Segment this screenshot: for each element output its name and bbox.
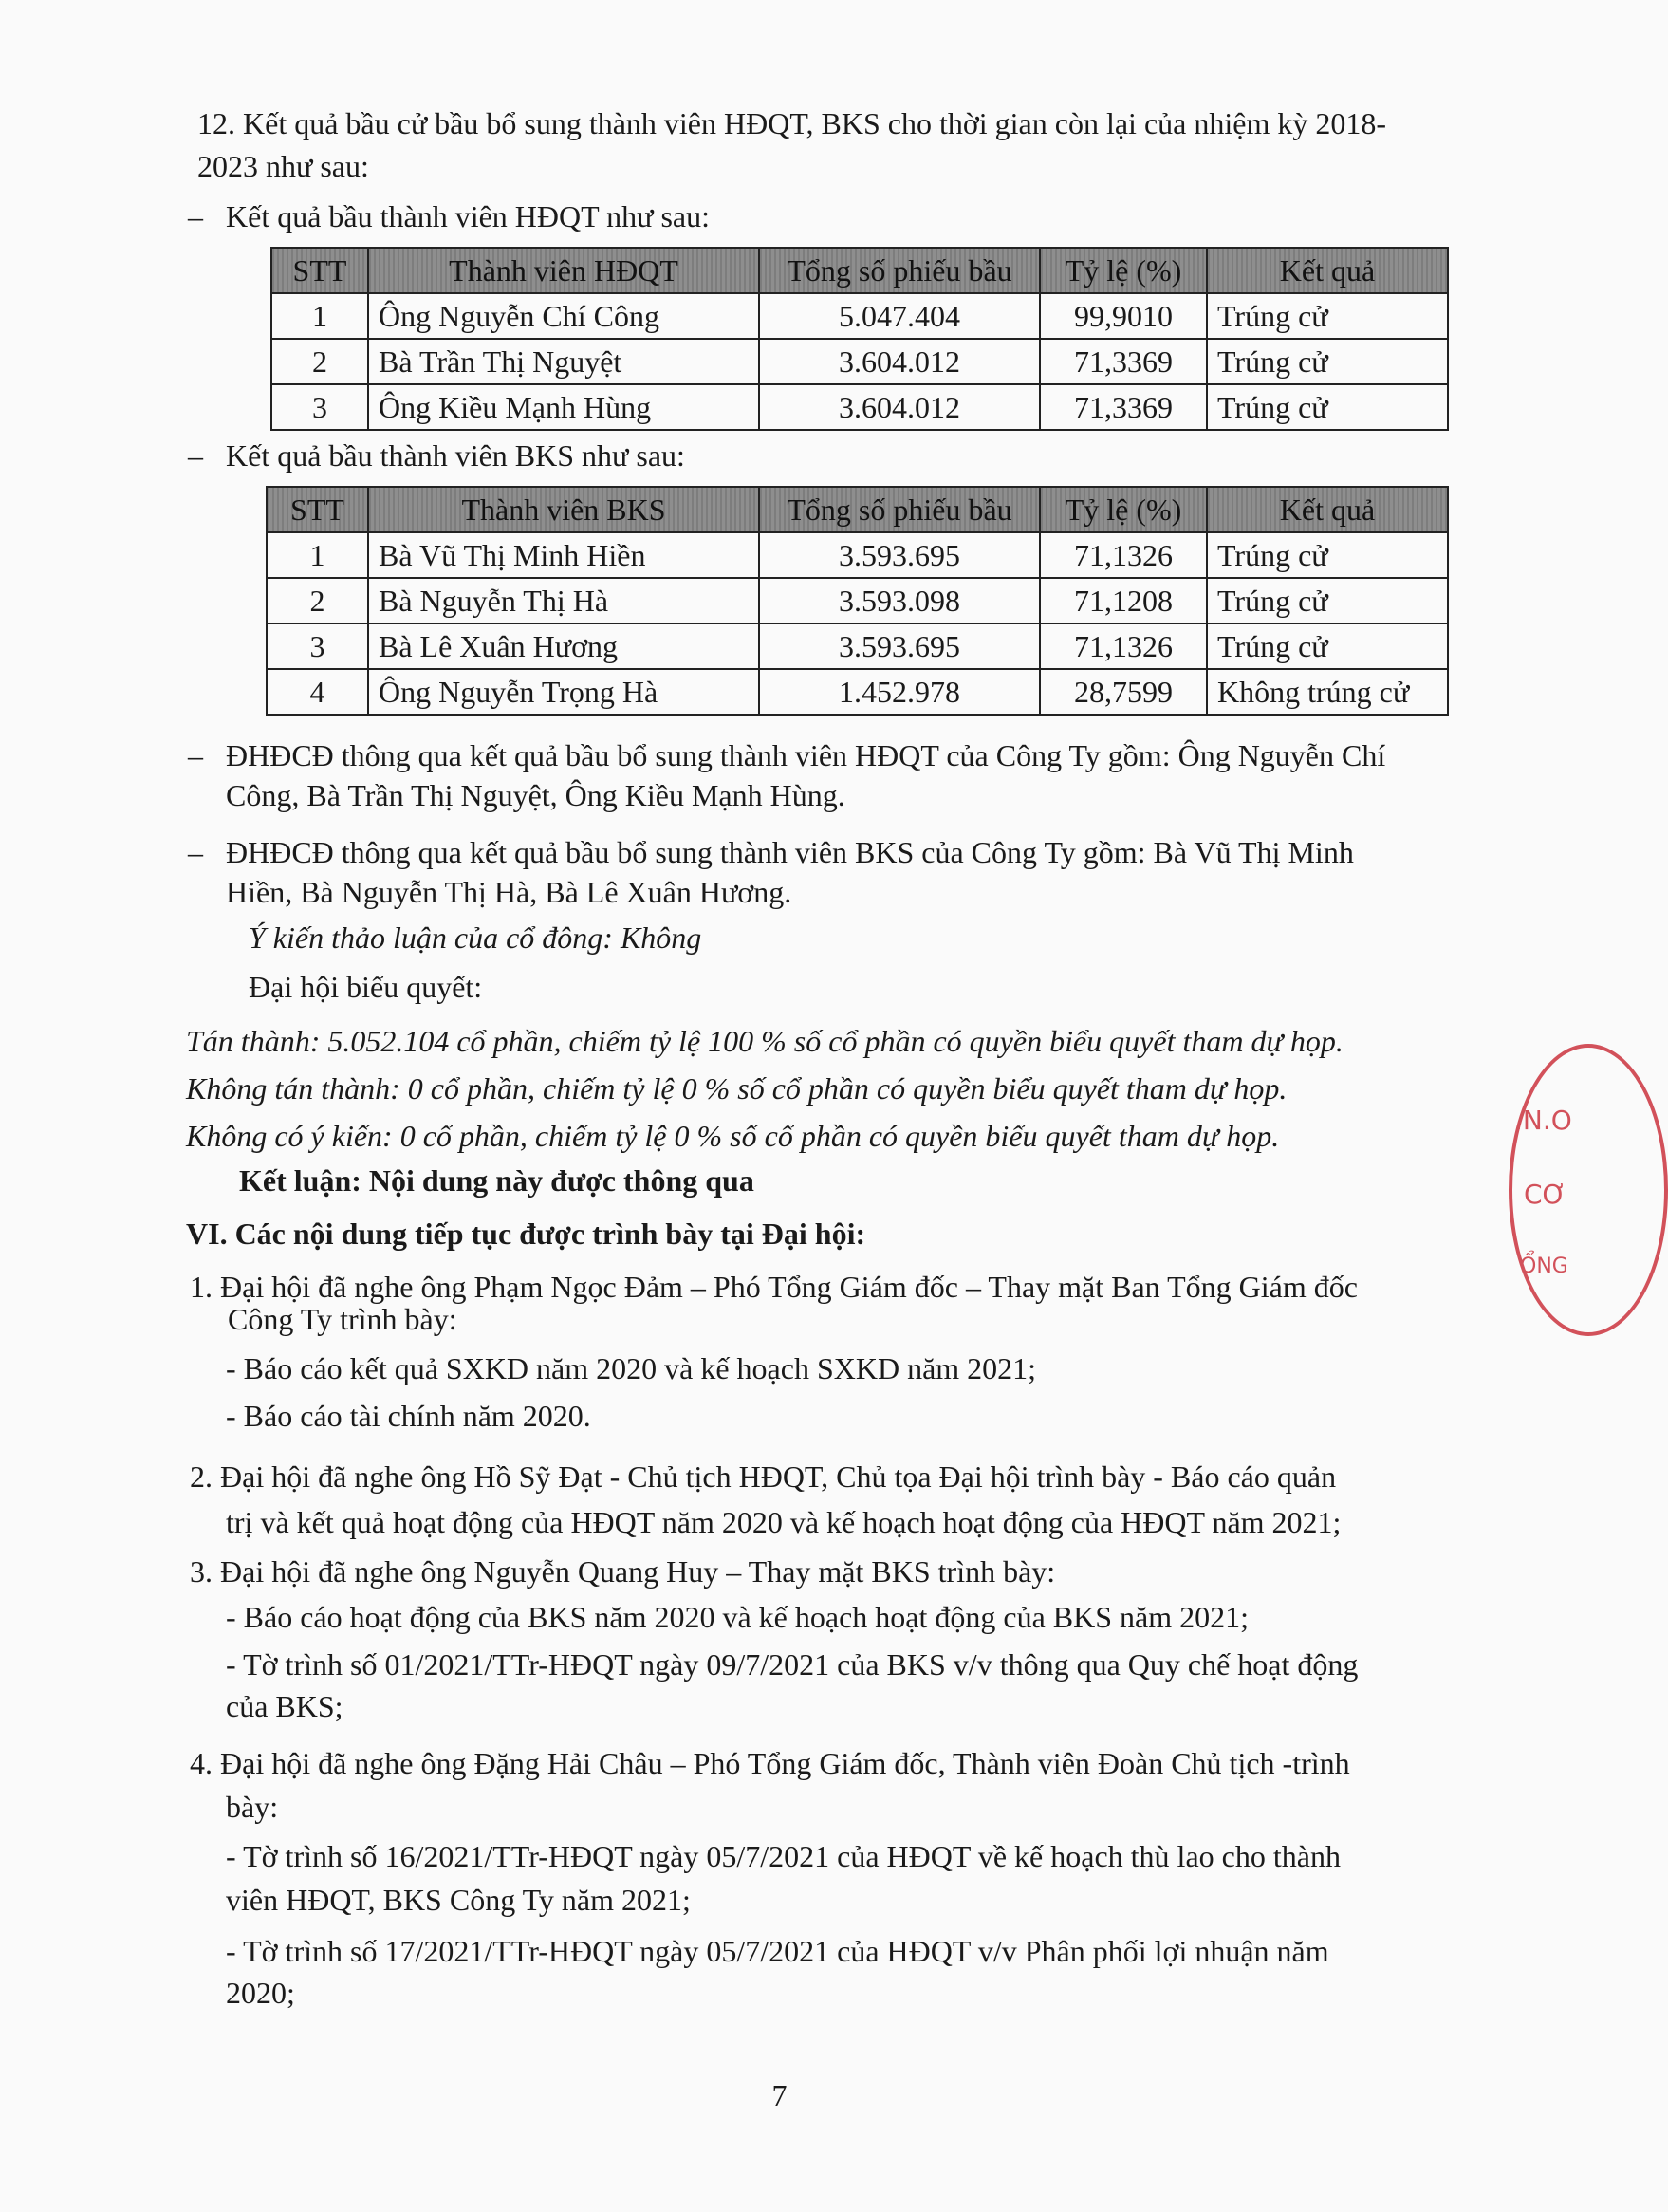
bullet-dash: – xyxy=(188,835,203,869)
item-3-line-1: 3. Đại hội đã nghe ông Nguyễn Quang Huy – Thay mặt BKS trình bày: xyxy=(190,1554,1056,1589)
bullet-dash: – xyxy=(188,738,203,772)
stamp-text-top: .N.O xyxy=(1514,1105,1572,1136)
hdqt-results-table xyxy=(270,247,1449,431)
table-row xyxy=(271,339,1448,384)
table-row xyxy=(267,623,1448,669)
header-stt: STT xyxy=(267,487,368,532)
header-ratio: Tỷ lệ (%) xyxy=(1040,487,1207,532)
cell-result: Trúng cử xyxy=(1207,532,1448,578)
page-number: 7 xyxy=(771,2078,788,2112)
cell-votes: 3.593.695 xyxy=(759,532,1040,578)
cell-votes: 1.452.978 xyxy=(759,669,1040,715)
item-1-line-2: Công Ty trình bày: xyxy=(228,1302,457,1336)
cell-stt: 4 xyxy=(267,669,368,715)
cell-result: Trúng cử xyxy=(1207,578,1448,623)
cell-member: Bà Nguyễn Thị Hà xyxy=(368,578,759,623)
cell-stt: 3 xyxy=(271,384,368,430)
item-3-bullet-1: - Báo cáo hoạt động của BKS năm 2020 và kế hoạch hoạt động của BKS năm 2021; xyxy=(226,1600,1249,1634)
company-stamp xyxy=(1509,1044,1668,1336)
cell-votes: 5.047.404 xyxy=(759,293,1040,339)
cell-ratio: 71,1208 xyxy=(1040,578,1207,623)
bks-results-table xyxy=(266,486,1449,716)
header-ratio: Tỷ lệ (%) xyxy=(1040,248,1207,293)
header-votes: Tổng số phiếu bầu xyxy=(759,248,1040,293)
table-row xyxy=(271,384,1448,430)
table-row xyxy=(271,293,1448,339)
bullet-dash: – xyxy=(188,199,203,233)
cell-stt: 1 xyxy=(267,532,368,578)
cell-member: Bà Trần Thị Nguyệt xyxy=(368,339,759,384)
cell-ratio: 71,3369 xyxy=(1040,339,1207,384)
stamp-text-bottom: ỔNG xyxy=(1520,1255,1568,1278)
approval-bks-line-2: Hiền, Bà Nguyễn Thị Hà, Bà Lê Xuân Hương. xyxy=(226,875,792,909)
header-result: Kết quả xyxy=(1207,487,1448,532)
cell-stt: 1 xyxy=(271,293,368,339)
conclusion: Kết luận: Nội dung này được thông qua xyxy=(239,1163,754,1198)
table-row xyxy=(267,578,1448,623)
cell-result: Không trúng cử xyxy=(1207,669,1448,715)
item-1-line-1: 1. Đại hội đã nghe ông Phạm Ngọc Đảm – Phó Tổng Giám đốc – Thay mặt Ban Tổng Giám đốc xyxy=(190,1270,1358,1304)
vote-no-opinion: Không có ý kiến: 0 cổ phần, chiếm tỷ lệ 0 % số cổ phần có quyền biểu quyết tham dự họp. xyxy=(186,1119,1280,1153)
table-row xyxy=(267,532,1448,578)
bks-intro: Kết quả bầu thành viên BKS như sau: xyxy=(226,438,685,473)
section-12-line-2: 2023 như sau: xyxy=(197,149,369,183)
approval-bks-line-1: ĐHĐCĐ thông qua kết quả bầu bổ sung thành viên BKS của Công Ty gồm: Bà Vũ Thị Minh xyxy=(226,835,1354,869)
voting-label: Đại hội biểu quyết: xyxy=(249,970,483,1004)
item-4-bullet-2-line-2: 2020; xyxy=(226,1976,295,2010)
header-member: Thành viên BKS xyxy=(368,487,759,532)
vote-disagree: Không tán thành: 0 cổ phần, chiếm tỷ lệ 0 % số cổ phần có quyền biểu quyết tham dự họp. xyxy=(186,1071,1288,1106)
stamp-text-middle: CƠ xyxy=(1524,1179,1567,1210)
table-row xyxy=(267,669,1448,715)
item-2-line-2: trị và kết quả hoạt động của HĐQT năm 2020 và kế hoạch hoạt động của HĐQT năm 2021; xyxy=(226,1505,1342,1539)
table-header-row xyxy=(267,487,1448,532)
cell-votes: 3.593.098 xyxy=(759,578,1040,623)
cell-ratio: 71,1326 xyxy=(1040,623,1207,669)
header-member: Thành viên HĐQT xyxy=(368,248,759,293)
cell-stt: 2 xyxy=(267,578,368,623)
cell-result: Trúng cử xyxy=(1207,293,1448,339)
cell-votes: 3.604.012 xyxy=(759,384,1040,430)
header-stt: STT xyxy=(271,248,368,293)
cell-ratio: 28,7599 xyxy=(1040,669,1207,715)
section-6-heading: VI. Các nội dung tiếp tục được trình bày tại Đại hội: xyxy=(186,1217,866,1251)
item-4-bullet-2-line-1: - Tờ trình số 17/2021/TTr-HĐQT ngày 05/7/2021 của HĐQT v/v Phân phối lợi nhuận năm xyxy=(226,1934,1329,1968)
bullet-dash: – xyxy=(188,438,203,473)
item-2-line-1: 2. Đại hội đã nghe ông Hồ Sỹ Đạt - Chủ tịch HĐQT, Chủ tọa Đại hội trình bày - Báo cáo quản xyxy=(190,1459,1337,1494)
discussion-line: Ý kiến thảo luận của cổ đông: Không xyxy=(249,920,702,955)
cell-member: Ông Nguyễn Trọng Hà xyxy=(368,669,759,715)
item-4-bullet-1-line-2: viên HĐQT, BKS Công Ty năm 2021; xyxy=(226,1883,691,1917)
item-1-bullet-1: - Báo cáo kết quả SXKD năm 2020 và kế hoạch SXKD năm 2021; xyxy=(226,1351,1037,1385)
cell-ratio: 71,3369 xyxy=(1040,384,1207,430)
cell-member: Bà Vũ Thị Minh Hiền xyxy=(368,532,759,578)
cell-member: Ông Kiều Mạnh Hùng xyxy=(368,384,759,430)
approval-hdqt-line-2: Công, Bà Trần Thị Nguyệt, Ông Kiều Mạnh Hùng. xyxy=(226,778,845,812)
cell-ratio: 99,9010 xyxy=(1040,293,1207,339)
cell-result: Trúng cử xyxy=(1207,339,1448,384)
item-4-line-1: 4. Đại hội đã nghe ông Đặng Hải Châu – Phó Tổng Giám đốc, Thành viên Đoàn Chủ tịch -trình xyxy=(190,1746,1350,1780)
header-votes: Tổng số phiếu bầu xyxy=(759,487,1040,532)
cell-stt: 2 xyxy=(271,339,368,384)
vote-agree: Tán thành: 5.052.104 cổ phần, chiếm tỷ lệ 100 % số cổ phần có quyền biểu quyết tham dự họp. xyxy=(186,1024,1344,1058)
item-4-bullet-1-line-1: - Tờ trình số 16/2021/TTr-HĐQT ngày 05/7/2021 của HĐQT về kế hoạch thù lao cho thành xyxy=(226,1839,1341,1873)
table-header-row xyxy=(271,248,1448,293)
item-3-bullet-2-line-1: - Tờ trình số 01/2021/TTr-HĐQT ngày 09/7/2021 của BKS v/v thông qua Quy chế hoạt động xyxy=(226,1647,1359,1682)
cell-member: Bà Lê Xuân Hương xyxy=(368,623,759,669)
cell-stt: 3 xyxy=(267,623,368,669)
cell-ratio: 71,1326 xyxy=(1040,532,1207,578)
section-12-line-1: 12. Kết quả bầu cử bầu bổ sung thành viên HĐQT, BKS cho thời gian còn lại của nhiệm kỳ 2018- xyxy=(197,106,1386,140)
hdqt-intro: Kết quả bầu thành viên HĐQT như sau: xyxy=(226,199,710,233)
cell-result: Trúng cử xyxy=(1207,623,1448,669)
item-4-line-2: bày: xyxy=(226,1790,279,1824)
cell-member: Ông Nguyễn Chí Công xyxy=(368,293,759,339)
item-1-bullet-2: - Báo cáo tài chính năm 2020. xyxy=(226,1399,591,1433)
item-3-bullet-2-line-2: của BKS; xyxy=(226,1689,343,1723)
cell-votes: 3.593.695 xyxy=(759,623,1040,669)
cell-votes: 3.604.012 xyxy=(759,339,1040,384)
approval-hdqt-line-1: ĐHĐCĐ thông qua kết quả bầu bổ sung thành viên HĐQT của Công Ty gồm: Ông Nguyễn Chí xyxy=(226,738,1386,772)
header-result: Kết quả xyxy=(1207,248,1448,293)
cell-result: Trúng cử xyxy=(1207,384,1448,430)
